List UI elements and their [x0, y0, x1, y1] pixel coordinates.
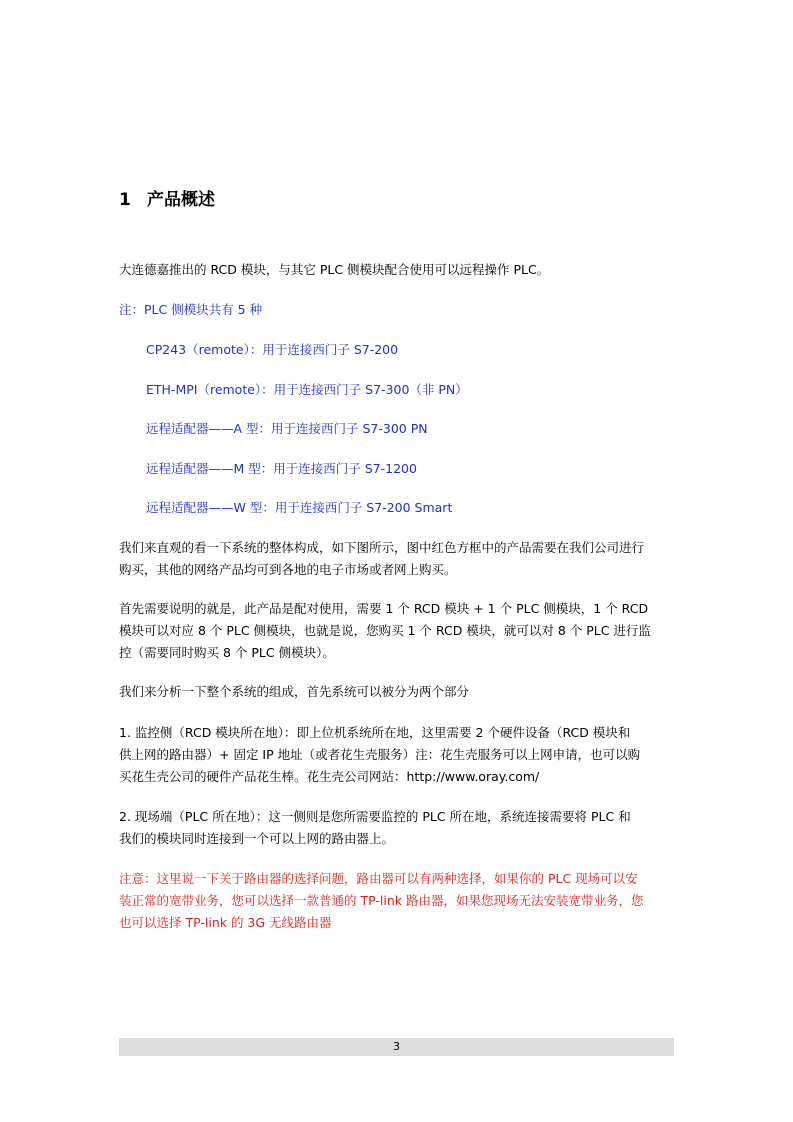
paragraph-line: 2. 现场端（PLC 所在地）：这一侧则是您所需要监控的 PLC 所在地，系统连接需要将 PLC 和 — [119, 809, 631, 824]
paragraph-line: 模块可以对应 8 个 PLC 侧模块，也就是说，您购买 1 个 RCD 模块，就可以对 8 个 PLC 进行监 — [119, 623, 651, 638]
paragraph-line: 我们的模块同时连接到一个可以上网的路由器上。 — [119, 831, 395, 846]
section-number: 1 — [119, 190, 131, 210]
paragraph-line: 1. 监控侧（RCD 模块所在地）：即上位机系统所在地，这里需要 2 个硬件设备（RCD 模块和 — [119, 725, 631, 740]
note-item: CP243（remote）：用于连接西门子 S7-200 — [146, 342, 399, 357]
intro-paragraph — [119, 259, 675, 281]
paragraph-line: 我们来分析一下整个系统的组成，首先系统可以被分为两个部分 — [119, 684, 470, 699]
section-heading — [119, 189, 215, 211]
footer-bar — [119, 1038, 674, 1056]
note-item: 远程适配器——M 型：用于连接西门子 S7-1200 — [146, 461, 417, 476]
paragraph-line: 装正常的宽带业务，您可以选择一款普通的 TP-link 路由器，如果您现场无法安装宽带业务，您 — [119, 893, 644, 908]
intro-text: 大连德嘉推出的 RCD 模块，与其它 PLC 侧模块配合使用可以远程操作 PLC。 — [119, 262, 550, 277]
note-item: ETH-MPI（remote）：用于连接西门子 S7-300（非 PN） — [146, 382, 468, 397]
paragraph-line: 注意：这里说一下关于路由器的选择问题，路由器可以有两种选择，如果你的 PLC 现场可以安 — [119, 871, 638, 886]
section-title: 产品概述 — [147, 190, 215, 210]
field-side-paragraph — [119, 806, 675, 850]
note-title-text: 注：PLC 侧模块共有 5 种 — [119, 302, 263, 317]
monitor-side-paragraph — [119, 722, 675, 788]
note-title — [119, 299, 675, 321]
paragraph-line: 买花生壳公司的硬件产品花生棒。花生壳公司网站：http://www.oray.com/ — [119, 769, 540, 784]
warning-paragraph — [119, 868, 675, 934]
note-item: 远程适配器——A 型：用于连接西门子 S7-300 PN — [146, 421, 428, 436]
paragraph-line: 我们来直观的看一下系统的整体构成，如下图所示，图中红色方框中的产品需要在我们公司进行 — [119, 540, 645, 555]
paragraph-line: 也可以选择 TP-link 的 3G 无线路由器 — [119, 915, 332, 930]
paragraph-line: 购买，其他的网络产品均可到各地的电子市场或者网上购买。 — [119, 562, 457, 577]
pairing-paragraph — [119, 598, 675, 664]
note-item: 远程适配器——W 型：用于连接西门子 S7-200 Smart — [146, 500, 453, 515]
paragraph-line: 供上网的路由器）+ 固定 IP 地址（或者花生壳服务）注：花生壳服务可以上网申请，也可以购 — [119, 747, 641, 762]
page-number: 3 — [393, 1040, 400, 1053]
overview-paragraph — [119, 537, 675, 581]
paragraph-line: 首先需要说明的就是，此产品是配对使用，需要 1 个 RCD 模块 + 1 个 PLC 侧模块，1 个 RCD — [119, 601, 649, 616]
analysis-paragraph — [119, 681, 675, 703]
paragraph-line: 控（需要同时购买 8 个 PLC 侧模块）。 — [119, 645, 335, 660]
